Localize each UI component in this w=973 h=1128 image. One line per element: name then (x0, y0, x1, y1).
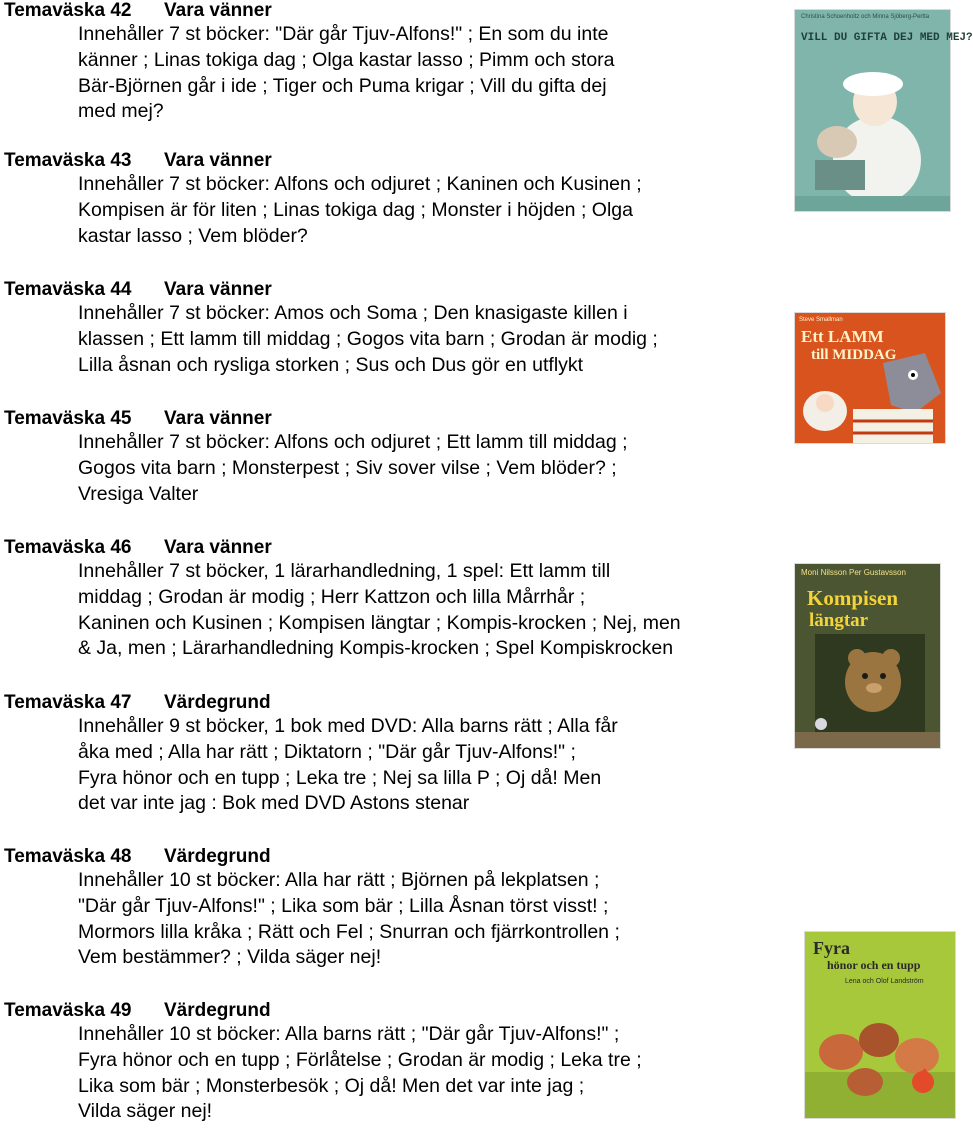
entry-number: Temaväska 49 (4, 1000, 132, 1021)
entry-theme: Vara vänner (164, 0, 272, 21)
entry-number: Temaväska 42 (4, 0, 132, 21)
cover-title-line2: hönor och en tupp (827, 958, 921, 972)
content-line: Innehåller 10 st böcker: Alla har rätt ; Björnen på lekplatsen ; (78, 869, 600, 891)
cover-title-line1: Ett LAMM (801, 327, 884, 346)
entry-number: Temaväska 44 (4, 279, 132, 300)
entry-heading (4, 846, 620, 868)
entry-contents (78, 172, 642, 249)
content-line: & Ja, men ; Lärarhandledning Kompis-krocken ; Spel Kompiskrocken (78, 637, 674, 660)
cover-author: Lena och Olof Landström (845, 978, 924, 985)
content-line: Vem bestämmer? ; Vilda säger nej! (78, 946, 382, 969)
book-cover-ett-lamm-till-middag (795, 313, 945, 443)
content-line: Bär-Björnen går i ide ; Tiger och Puma krigar ; Vill du gifta dej (78, 74, 607, 97)
entry-heading (4, 279, 658, 301)
content-line: middag ; Grodan är modig ; Herr Kattzon och lilla Mårrhår ; (78, 585, 586, 608)
entry-number: Temaväska 48 (4, 846, 132, 867)
entry-contents (78, 430, 628, 507)
book-cover-fyra-honor-och-en-tupp (805, 932, 955, 1118)
content-line: Vresiga Valter (78, 482, 199, 505)
entry-45 (4, 408, 628, 507)
content-line: Fyra hönor och en tupp ; Leka tre ; Nej sa lilla P ; Oj då! Men (78, 766, 602, 789)
content-line: Innehåller 7 st böcker: Alfons och odjuret ; Kaninen och Kusinen ; (78, 173, 642, 195)
entry-contents (78, 301, 658, 378)
cover-author: Christina Schoenholtz och Minna Sjöberg-Pertta (801, 14, 930, 20)
entry-number: Temaväska 45 (4, 408, 132, 429)
entry-contents (78, 559, 681, 662)
entry-44 (4, 279, 658, 378)
entry-number: Temaväska 46 (4, 537, 132, 558)
cover-title: VILL DU GIFTA DEJ MED MEJ? (801, 32, 973, 44)
content-line: Vilda säger nej! (78, 1100, 213, 1123)
entry-theme: Värdegrund (164, 692, 271, 713)
entry-heading (4, 537, 681, 559)
entry-theme: Vara vänner (164, 408, 272, 429)
cover-title-line1: Kompisen (807, 586, 899, 610)
entry-heading (4, 692, 618, 714)
entry-number: Temaväska 43 (4, 150, 132, 171)
entry-contents (78, 22, 615, 125)
content-line: det var inte jag : Bok med DVD Astons stenar (78, 792, 470, 815)
cover-title-line2: längtar (809, 610, 869, 631)
content-line: klassen ; Ett lamm till middag ; Gogos vita barn ; Grodan är modig ; (78, 327, 658, 350)
content-line: Innehåller 10 st böcker: Alla barns rätt ; "Där går Tjuv-Alfons!" ; (78, 1023, 620, 1045)
entry-contents (78, 1022, 642, 1125)
cover-title-line1: Fyra (813, 938, 850, 958)
entry-theme: Värdegrund (164, 846, 271, 867)
content-line: Innehåller 7 st böcker: Alfons och odjuret ; Ett lamm till middag ; (78, 431, 628, 453)
content-line: "Där går Tjuv-Alfons!" ; Lika som bär ; Lilla Åsnan törst visst! ; (78, 894, 609, 917)
entry-heading (4, 0, 615, 22)
content-line: Lika som bär ; Monsterbesök ; Oj då! Men det var inte jag ; (78, 1074, 585, 1097)
entry-heading (4, 1000, 642, 1022)
entry-heading (4, 150, 642, 172)
content-line: Kaninen och Kusinen ; Kompisen längtar ; Kompis-krocken ; Nej, men (78, 611, 681, 634)
entry-42 (4, 0, 615, 125)
entry-number: Temaväska 47 (4, 692, 132, 713)
book-cover-vill-du-gifta-dej (795, 10, 973, 211)
entry-contents (78, 714, 618, 817)
book-cover-kompisen-langtar (795, 564, 940, 748)
content-line: Lilla åsnan och rysliga storken ; Sus och Dus gör en utflykt (78, 353, 584, 376)
content-line: åka med ; Alla har rätt ; Diktatorn ; "Där går Tjuv-Alfons!" ; (78, 740, 576, 763)
entry-theme: Vara vänner (164, 150, 272, 171)
entry-49 (4, 1000, 642, 1125)
content-line: Innehåller 7 st böcker: "Där går Tjuv-Alfons!" ; En som du inte (78, 23, 609, 45)
entry-48 (4, 846, 620, 971)
content-line: Fyra hönor och en tupp ; Förlåtelse ; Grodan är modig ; Leka tre ; (78, 1048, 642, 1071)
entry-47 (4, 692, 618, 817)
content-line: Innehåller 9 st böcker, 1 bok med DVD: Alla barns rätt ; Alla får (78, 715, 618, 737)
cover-title-line2: till MIDDAG (811, 347, 897, 363)
entry-theme: Värdegrund (164, 1000, 271, 1021)
entry-heading (4, 408, 628, 430)
content-line: Innehåller 7 st böcker, 1 lärarhandledning, 1 spel: Ett lamm till (78, 560, 611, 582)
content-line: Innehåller 7 st böcker: Amos och Soma ; Den knasigaste killen i (78, 302, 628, 324)
entry-theme: Vara vänner (164, 279, 272, 300)
entry-46 (4, 537, 681, 662)
entry-contents (78, 868, 620, 971)
content-line: Mormors lilla kråka ; Rätt och Fel ; Snurran och fjärrkontrollen ; (78, 920, 620, 943)
content-line: med mej? (78, 100, 164, 123)
content-line: kastar lasso ; Vem blöder? (78, 224, 308, 247)
content-line: Gogos vita barn ; Monsterpest ; Siv sover vilse ; Vem blöder? ; (78, 456, 617, 479)
cover-author: Steve Smallman (799, 317, 843, 323)
content-line: Kompisen är för liten ; Linas tokiga dag ; Monster i höjden ; Olga (78, 198, 633, 221)
entry-43 (4, 150, 642, 249)
cover-author: Moni Nilsson Per Gustavsson (801, 568, 906, 577)
entry-theme: Vara vänner (164, 537, 272, 558)
content-line: känner ; Linas tokiga dag ; Olga kastar lasso ; Pimm och stora (78, 48, 615, 71)
